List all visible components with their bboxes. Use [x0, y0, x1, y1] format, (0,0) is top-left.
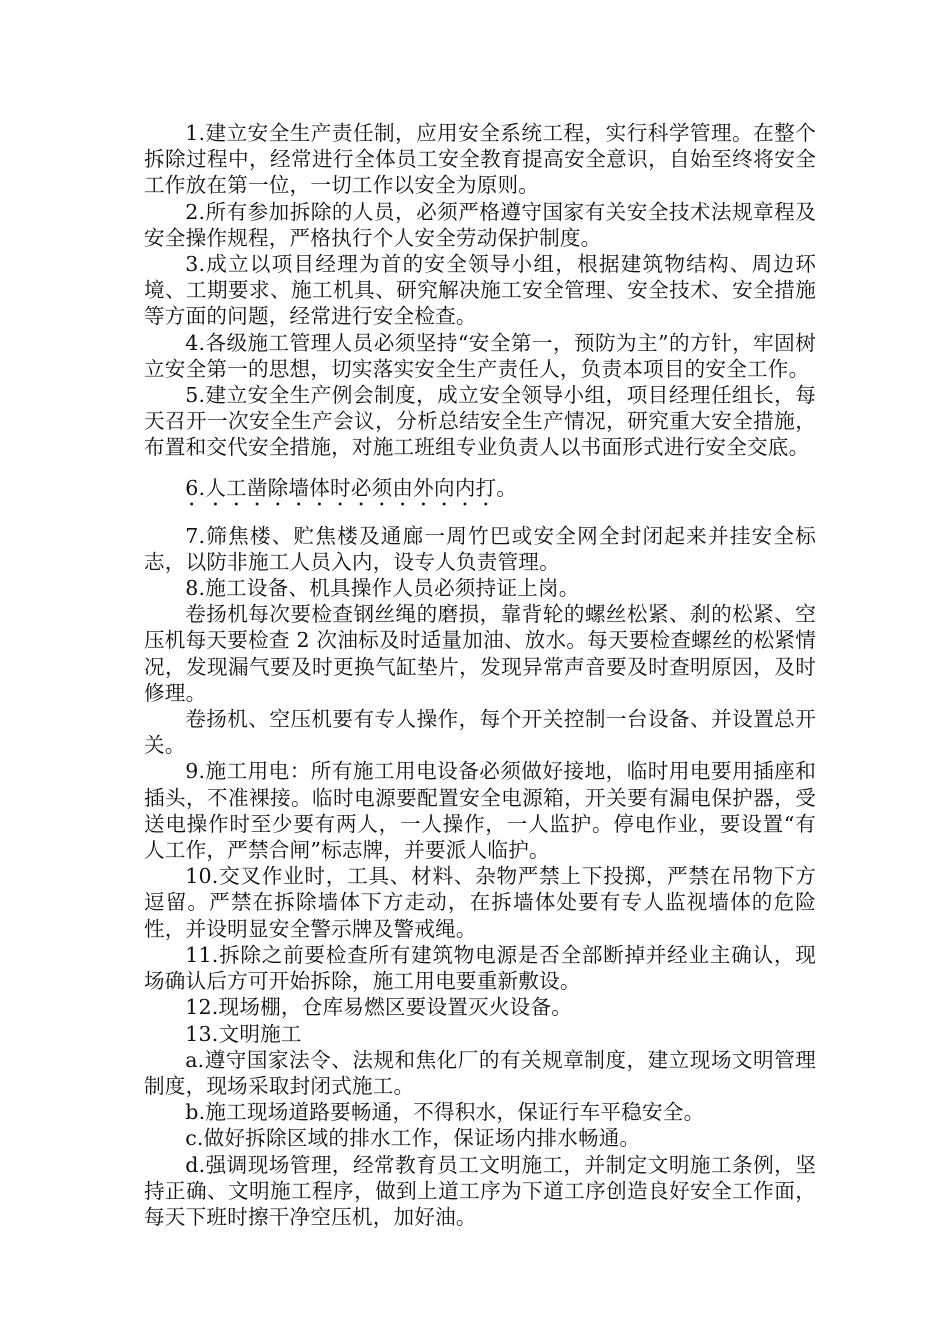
paragraph-13c: c.做好拆除区域的排水工作，保证场内排水畅通。 — [185, 1126, 641, 1151]
paragraph-7: 7.筛焦楼、贮焦楼及通廊一周竹巴或安全网全封闭起来并挂安全标志，以防非施工人员入内，设专人负责管理。 — [144, 523, 816, 574]
paragraph-6 — [144, 475, 816, 511]
paragraph-13d: d.强调现场管理，经常教育员工文明施工，并制定文明施工条例，坚持正确、文明施工程序，做到上道工序为下道工序创造良好安全工作面，每天下班时擦干净空压机，加好油。 — [144, 1152, 816, 1229]
paragraph-13a: a.遵守国家法令、法规和焦化厂的有关规章制度，建立现场文明管理制度，现场采取封闭式施工。 — [144, 1047, 816, 1098]
paragraph-10: 10.交叉作业时，工具、材料、杂物严禁上下投掷，严禁在吊物下方逗留。严禁在拆除墙体下方走动，在拆墙体处要有专人监视墙体的危险性，并设明显安全警示牌及警戒绳。 — [144, 864, 816, 941]
paragraph-1: 1.建立安全生产责任制，应用安全系统工程，实行科学管理。在整个拆除过程中，经常进行全体员工安全教育提高安全意识，自始至终将安全工作放在第一位，一切工作以安全为原则。 — [144, 121, 816, 198]
document-body — [144, 120, 816, 1230]
paragraph-hoist-inspection: 卷扬机每次要检查钢丝绳的磨损，靠背轮的螺丝松紧、刹的松紧、空压机每天要检查 2 次油标及时适量加油、放水。每天要检查螺丝的松紧情况，发现漏气要及时更换气缸垫片，发现异常声音要及时查明原因，及时修理。 — [144, 602, 816, 705]
paragraph-11: 11.拆除之前要检查所有建筑物电源是否全部断掉并经业主确认，现场确认后方可开始拆除，施工用电要重新敷设。 — [144, 942, 816, 994]
paragraph-13b: b.施工现场道路要畅通，不得积水，保证行车平稳安全。 — [185, 1100, 705, 1125]
paragraph-12: 12.现场棚，仓库易燃区要设置灭火设备。 — [185, 995, 573, 1020]
paragraph-13-heading: 13.文明施工 — [185, 1021, 302, 1046]
paragraph-8: 8.施工设备、机具操作人员必须持证上岗。 — [185, 576, 580, 601]
paragraph-6-emphasized-text: 6.人工凿除墙体时必须由外向内打。 — [185, 475, 518, 500]
paragraph-5: 5.建立安全生产例会制度，成立安全领导小组，项目经理任组长，每天召开一次安全生产会议，分析总结安全生产情况，研究重大安全措施，布置和交代安全措施，对施工班组专业负责人以书面形式进行安全交底。 — [144, 383, 816, 460]
paragraph-9: 9.施工用电：所有施工用电设备必须做好接地，临时用电要用插座和插头，不准裸接。临时电源要配置安全电源箱，开关要有漏电保护器，受送电操作时至少要有两人，一人操作，一人监护。停电作业，要设置“有人工作，严禁合闸”标志牌，并要派人临护。 — [144, 759, 816, 863]
paragraph-3: 3.成立以项目经理为首的安全领导小组，根据建筑物结构、周边环境、工期要求、施工机具、研究解决施工安全管理、安全技术、安全措施等方面的问题，经常进行安全检查。 — [144, 252, 816, 329]
paragraph-hoist-operation: 卷扬机、空压机要有专人操作，每个开关控制一台设备、并设置总开关。 — [144, 707, 816, 758]
paragraph-2: 2.所有参加拆除的人员，必须严格遵守国家有关安全技术法规章程及安全操作规程，严格执行个人安全劳动保护制度。 — [144, 199, 816, 250]
paragraph-4: 4.各级施工管理人员必须坚持“安全第一，预防为主”的方针，牢固树立安全第一的思想，切实落实安全生产责任人，负责本项目的安全工作。 — [144, 330, 816, 381]
